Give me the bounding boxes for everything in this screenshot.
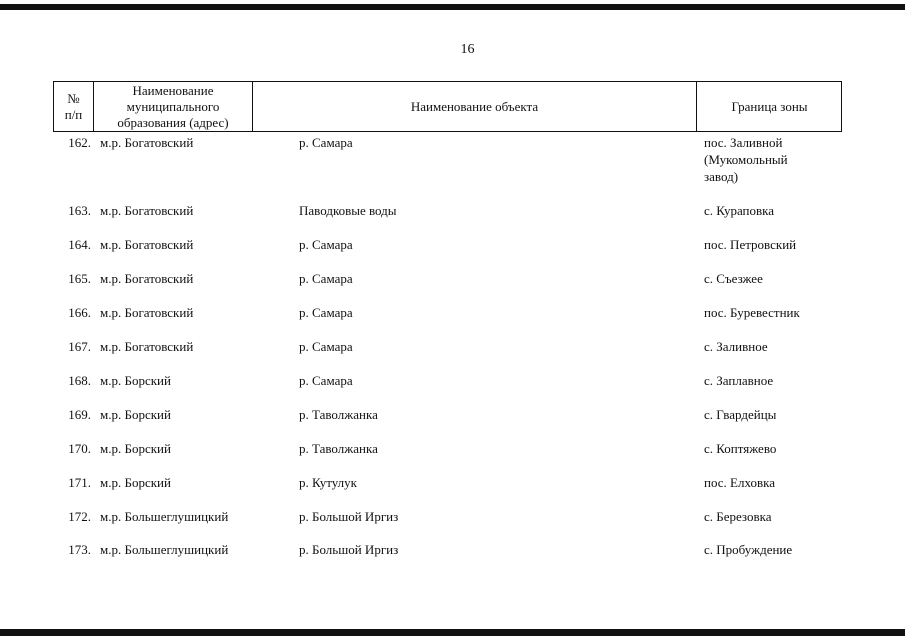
row-zone: с. Гвардейцы [704, 407, 777, 422]
header-object: Наименование объекта [253, 82, 697, 131]
row-municipality: м.р. Богатовский [100, 305, 194, 320]
header-number: № п/п [54, 82, 94, 131]
row-municipality: м.р. Богатовский [100, 203, 194, 218]
row-number: 165. [68, 271, 91, 286]
top-border-rule [0, 4, 905, 10]
header-municipality: Наименование муниципального образования (адрес) [94, 82, 253, 131]
row-number: 167. [68, 339, 91, 354]
bottom-border-rule [0, 629, 905, 636]
row-object: р. Самара [299, 271, 353, 286]
row-zone: пос. Петровский [704, 237, 797, 252]
row-number: 163. [68, 203, 91, 218]
row-number: 164. [68, 237, 91, 252]
row-zone: пос. Буревестник [704, 305, 800, 320]
row-object: р. Большой Иргиз [299, 509, 399, 524]
row-object: Паводковые воды [299, 203, 397, 218]
row-municipality: м.р. Борский [100, 407, 171, 422]
row-zone: пос. Заливной (Мукомольный завод) [704, 135, 788, 184]
row-municipality: м.р. Богатовский [100, 135, 194, 150]
row-zone: с. Съезжее [704, 271, 763, 286]
table-header [53, 81, 842, 132]
row-number: 171. [68, 475, 91, 490]
row-zone: с. Коптяжево [704, 441, 777, 456]
row-object: р. Кутулук [299, 475, 357, 490]
row-object: р. Самара [299, 305, 353, 320]
row-municipality: м.р. Большеглушицкий [100, 542, 229, 557]
row-object: р. Самара [299, 339, 353, 354]
row-object: р. Самара [299, 373, 353, 388]
row-municipality: м.р. Богатовский [100, 339, 194, 354]
row-object: р. Большой Иргиз [299, 542, 399, 557]
row-zone: с. Заплавное [704, 373, 774, 388]
row-object: р. Таволжанка [299, 441, 378, 456]
row-object: р. Самара [299, 135, 353, 150]
row-zone: с. Пробуждение [704, 542, 793, 557]
row-zone: пос. Елховка [704, 475, 776, 490]
row-number: 172. [68, 509, 91, 524]
row-number: 168. [68, 373, 91, 388]
row-municipality: м.р. Богатовский [100, 271, 194, 286]
row-number: 169. [68, 407, 91, 422]
row-zone: с. Кураповка [704, 203, 775, 218]
row-object: р. Самара [299, 237, 353, 252]
row-number: 173. [68, 542, 91, 557]
row-municipality: м.р. Большеглушицкий [100, 509, 229, 524]
row-zone: с. Березовка [704, 509, 772, 524]
row-number: 166. [68, 305, 91, 320]
row-zone: с. Заливное [704, 339, 768, 354]
header-zone-boundary: Граница зоны [731, 98, 808, 114]
row-municipality: м.р. Борский [100, 373, 171, 388]
page-number: 16 [460, 42, 475, 57]
row-municipality: м.р. Борский [100, 441, 171, 456]
row-municipality: м.р. Богатовский [100, 237, 194, 252]
row-number: 162. [68, 135, 91, 150]
row-municipality: м.р. Борский [100, 475, 171, 490]
row-number: 170. [68, 441, 91, 456]
row-object: р. Таволжанка [299, 407, 378, 422]
